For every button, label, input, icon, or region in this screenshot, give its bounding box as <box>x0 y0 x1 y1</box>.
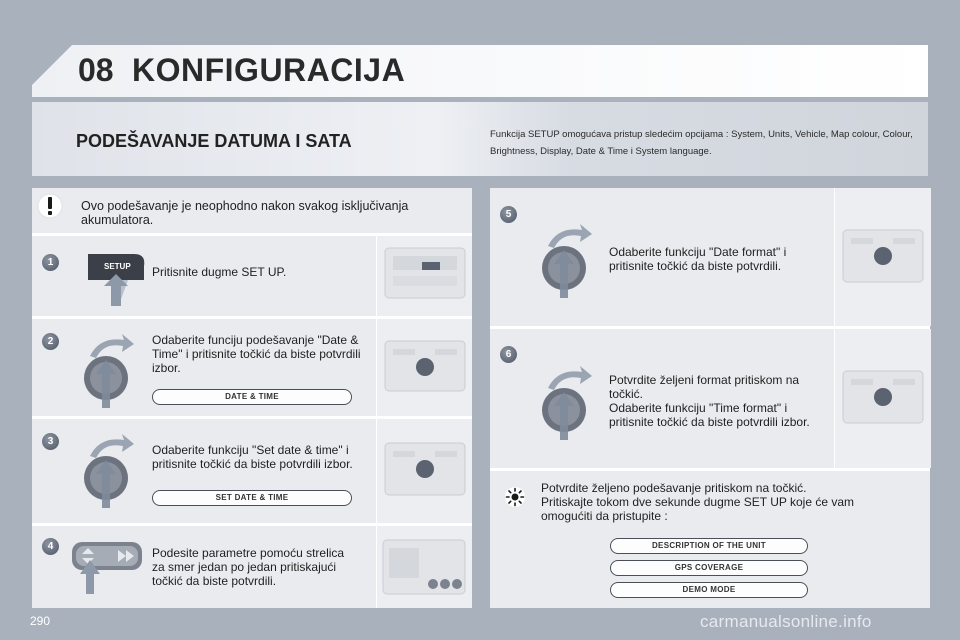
warning-line: akumulatora. <box>81 213 154 227</box>
step-line: Time" i pritisnite točkić da biste potvrdili <box>152 347 361 361</box>
warning-line: Ovo podešavanje je neophodno nakon svakog isključivanja <box>81 199 409 213</box>
step-line: pritisnite točkić da biste potvrdili. <box>609 259 782 273</box>
up-arrow-icon <box>104 274 128 306</box>
step-line: Odaberite funkciju "Set date & time" i <box>152 443 349 457</box>
step-2-text <box>152 333 377 375</box>
page-title: KONFIGURACIJA <box>132 52 406 88</box>
step-line: Odaberite funciju podešavanje "Date & <box>152 333 359 347</box>
rotary-knob-icon <box>530 362 600 442</box>
menu-label-gps-coverage: GPS COVERAGE <box>610 560 808 576</box>
setup-button-label: SETUP <box>104 262 131 271</box>
step-badge: 1 <box>42 254 59 271</box>
page-number: 290 <box>30 614 51 628</box>
radio-illustration <box>834 329 931 468</box>
step-6-text <box>609 373 834 429</box>
step-badge: 5 <box>500 206 517 223</box>
step-line: točkić da biste potvrdili. <box>152 574 277 588</box>
intro-line: Funkcija SETUP omogućava pristup sledećim opcijama : System, Units, Vehicle, Map colour, Colour, <box>490 129 913 140</box>
step-line: Podesite parametre pomoću strelica <box>152 546 345 560</box>
step-4-text <box>152 546 377 588</box>
step-line: Odaberite funkciju "Date format" i <box>609 245 787 259</box>
rotary-knob-icon <box>72 430 142 510</box>
radio-illustration <box>376 319 472 416</box>
radio-illustration <box>834 188 931 326</box>
chapter-number: 08 <box>78 52 114 88</box>
tip-line: Potvrdite željeno podešavanje pritiskom na točkić. <box>541 481 807 495</box>
step-badge: 2 <box>42 333 59 350</box>
step-line: Pritisnite dugme SET UP. <box>152 265 287 279</box>
step-badge: 4 <box>42 538 59 555</box>
warning-text <box>81 199 461 227</box>
menu-label-demo-mode: DEMO MODE <box>610 582 808 598</box>
menu-label-description-of-unit: DESCRIPTION OF THE UNIT <box>610 538 808 554</box>
step-line: Odaberite funkciju "Time format" i <box>609 401 788 415</box>
sun-icon <box>504 486 526 508</box>
tip-text <box>541 481 921 523</box>
tip-line: Pritiskajte tokom dve sekunde dugme SET UP koje će vam <box>541 495 855 509</box>
direction-pad-icon <box>68 534 148 594</box>
rotary-knob-icon <box>72 330 142 410</box>
step-line: Potvrdite željeni format pritiskom na <box>609 373 800 387</box>
menu-label-date-time: DATE & TIME <box>152 389 352 405</box>
step-badge: 6 <box>500 346 517 363</box>
menu-label-set-date-time: SET DATE & TIME <box>152 490 352 506</box>
rotary-knob-icon <box>530 220 600 300</box>
step-line: za smer jedan po jedan pritiskajući <box>152 560 337 574</box>
step-line: pritisnite točkić da biste potvrdili izbor. <box>152 457 353 471</box>
step-badge: 3 <box>42 433 59 450</box>
step-3-text <box>152 443 377 471</box>
warning-icon <box>36 192 64 220</box>
step-5-text <box>609 245 829 273</box>
radio-illustration <box>376 526 472 608</box>
intro-text <box>490 126 920 160</box>
radio-illustration <box>376 419 472 523</box>
radio-illustration <box>376 236 472 316</box>
intro-line: Brightness, Display, Date & Time i System language. <box>490 146 712 157</box>
step-1-text <box>152 265 372 279</box>
step-line: pritisnite točkić da biste potvrdili izbor. <box>609 415 810 429</box>
watermark: carmanualsonline.info <box>700 612 872 631</box>
step-line: točkić. <box>609 387 644 401</box>
section-title: PODEŠAVANJE DATUMA I SATA <box>76 131 352 151</box>
tip-line: omogućiti da pristupite : <box>541 509 668 523</box>
step-line: izbor. <box>152 361 181 375</box>
